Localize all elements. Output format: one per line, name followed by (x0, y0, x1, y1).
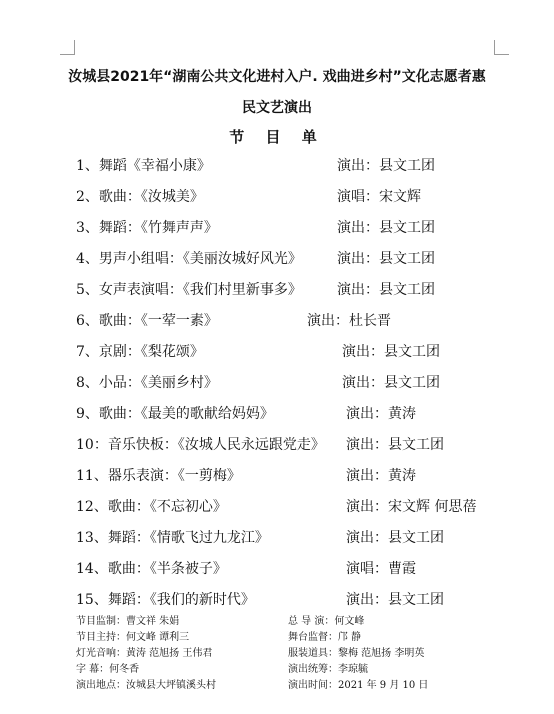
program-item-7-performer: 演出：县文工团 (342, 344, 440, 360)
credit-lighting-sound: 灯光音响：黄涛 范旭扬 王伟君 (76, 648, 213, 659)
credit-date: 演出时间：2021 年 9 月 10 日 (288, 680, 429, 691)
program-item-13-performer: 演出：县文工团 (346, 530, 444, 546)
document-title-line-1: 汝城县2021年“湖南公共文化进村入户. 戏曲进乡村”文化志愿者惠 (68, 69, 486, 85)
program-item-2-title: 2、歌曲：《汝城美》 (76, 189, 204, 205)
program-item-9-performer: 演出：黄涛 (346, 406, 416, 422)
program-item-12-performer: 演出：宋文辉 何思蓓 (346, 499, 477, 515)
program-item-2-performer: 演唱：宋文辉 (337, 189, 421, 205)
program-item-5-title: 5、女声表演唱：《我们村里新事多》 (76, 282, 302, 298)
credit-hosts: 节目主持：何文峰 谭利三 (76, 632, 190, 643)
program-item-15-performer: 演出：县文工团 (346, 592, 444, 608)
credit-stage-manager: 舞台监督：邝 静 (288, 632, 362, 643)
program-item-7-title: 7、京剧：《梨花颂》 (76, 344, 204, 360)
program-item-6-title: 6、歌曲：《一荤一素》 (76, 313, 218, 329)
crop-mark-top-left (60, 40, 75, 55)
program-heading: 节 目 单 (229, 128, 325, 146)
program-item-10-performer: 演出：县文工团 (346, 437, 444, 453)
credit-coordinator: 演出统筹：李琼毓 (288, 664, 368, 675)
program-item-14-performer: 演唱：曹霞 (346, 561, 416, 577)
program-item-6-performer: 演出：杜长晋 (307, 313, 391, 329)
program-item-13-title: 13、舞蹈：《情歌飞过九龙江》 (76, 530, 269, 546)
crop-mark-top-right (494, 40, 509, 55)
program-item-15-title: 15、舞蹈：《我们的新时代》 (76, 592, 255, 608)
program-item-8-title: 8、小品：《美丽乡村》 (76, 375, 218, 391)
program-item-8-performer: 演出：县文工团 (342, 375, 440, 391)
program-item-4-performer: 演出：县文工团 (337, 251, 435, 267)
program-item-11-performer: 演出：黄涛 (346, 468, 416, 484)
credit-producers: 节目监制：曹文祥 朱娟 (76, 616, 180, 627)
program-item-1-title: 1、舞蹈《幸福小康》 (76, 158, 211, 174)
program-item-3-title: 3、舞蹈：《竹舞声声》 (76, 220, 218, 236)
program-item-11-title: 11、器乐表演：《一剪梅》 (76, 468, 241, 484)
credit-director: 总 导 演：何文峰 (288, 616, 365, 627)
program-item-3-performer: 演出：县文工团 (337, 220, 435, 236)
program-item-4-title: 4、男声小组唱：《美丽汝城好风光》 (76, 251, 302, 267)
program-item-1-performer: 演出：县文工团 (337, 158, 435, 174)
credit-subtitles: 字 幕：何冬香 (76, 664, 140, 675)
program-item-10-title: 10：音乐快板：《汝城人民永远跟党走》 (76, 437, 325, 453)
program-item-9-title: 9、歌曲：《最美的歌献给妈妈》 (76, 406, 274, 422)
document-title-line-2: 民文艺演出 (242, 100, 312, 116)
program-item-14-title: 14、歌曲：《半条被子》 (76, 561, 227, 577)
program-item-5-performer: 演出：县文工团 (337, 282, 435, 298)
credit-costumes-props: 服装道具：黎梅 范旭扬 李明英 (288, 648, 425, 659)
credit-venue: 演出地点：汝城县大坪镇溪头村 (76, 680, 216, 691)
program-item-12-title: 12、歌曲：《不忘初心》 (76, 499, 227, 515)
